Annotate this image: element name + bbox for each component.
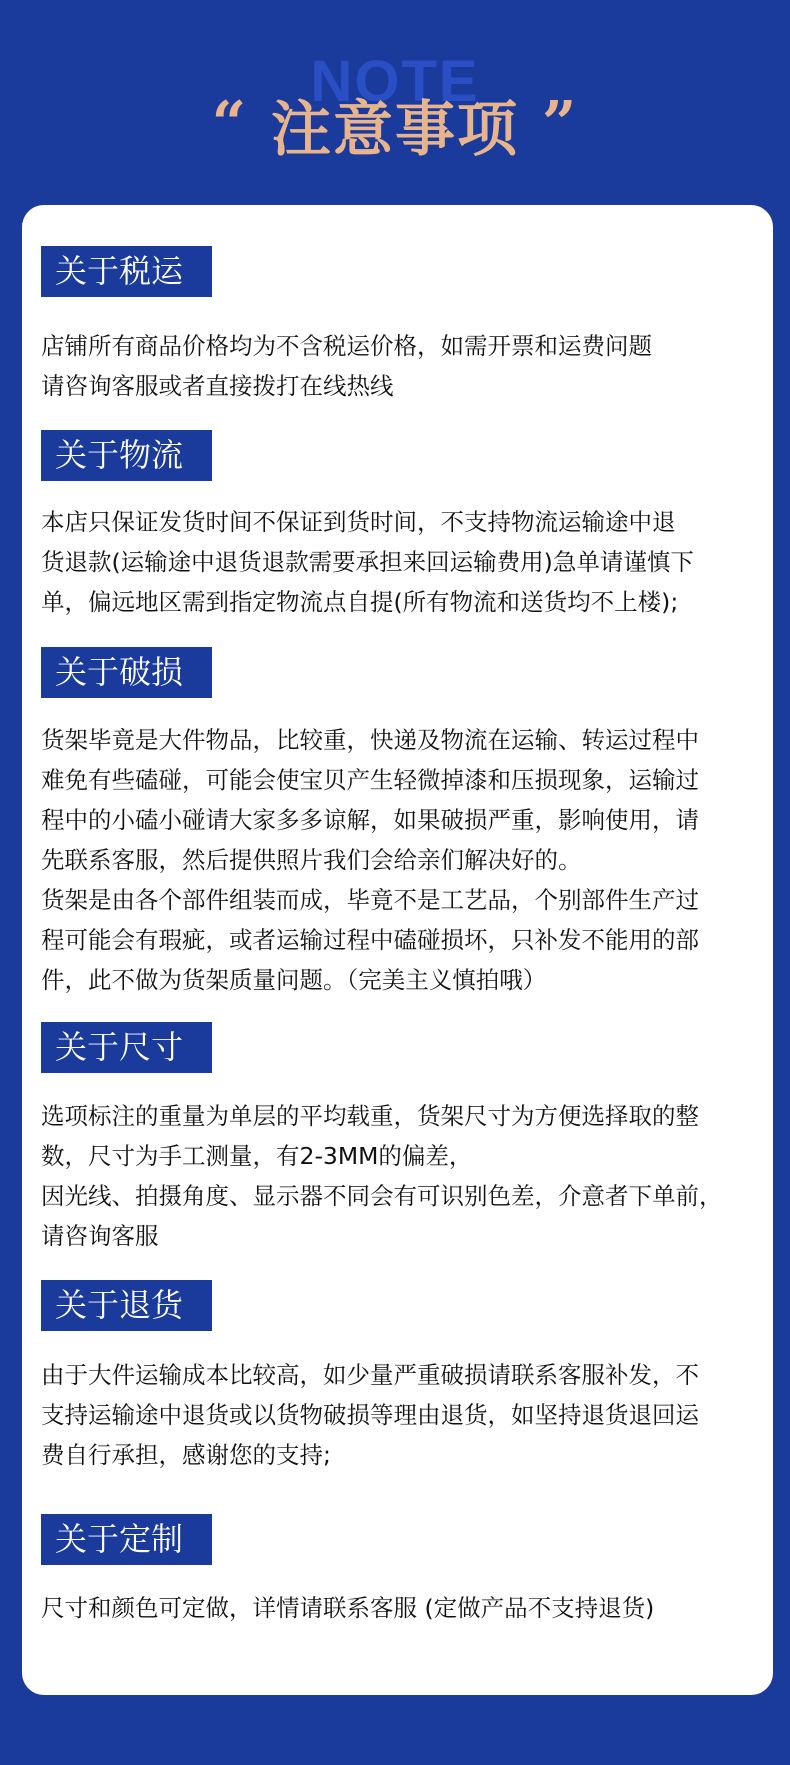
text-line: 先联系客服，然后提供照片我们会给亲们解决好的。 bbox=[41, 846, 582, 874]
text-line: 店铺所有商品价格均为不含税运价格，如需开票和运费问题 bbox=[41, 332, 652, 360]
text-line: 费自行承担，感谢您的支持; bbox=[41, 1441, 331, 1469]
section-body-size bbox=[41, 1096, 771, 1256]
open-quote: “ bbox=[211, 89, 249, 159]
note-watermark: NOTE bbox=[310, 49, 480, 114]
text-line: 货架毕竟是大件物品，比较重，快递及物流在运输、转运过程中 bbox=[41, 726, 699, 754]
text-line: 支持运输途中退货或以货物破损等理由退货，如坚持退货退回运 bbox=[41, 1401, 699, 1429]
notice-card bbox=[22, 205, 773, 1695]
section-title-logistics: 关于物流 bbox=[41, 430, 212, 481]
header bbox=[0, 0, 790, 205]
text-line: 由于大件运输成本比较高，如少量严重破损请联系客服补发，不 bbox=[41, 1361, 699, 1389]
text-line: 请咨询客服或者直接拨打在线热线 bbox=[41, 372, 394, 400]
text-line: 货架是由各个部件组装而成，毕竟不是工艺品，个别部件生产过 bbox=[41, 886, 699, 914]
text-line: 因光线、拍摄角度、显示器不同会有可识别色差，介意者下单前， bbox=[41, 1182, 723, 1210]
section-body-custom bbox=[41, 1588, 771, 1628]
text-line: 选项标注的重量为单层的平均载重，货架尺寸为方便选择取的整 bbox=[41, 1102, 699, 1130]
text-line: 货退款(运输途中退货退款需要承担来回运输费用)急单请谨慎下 bbox=[41, 548, 694, 576]
page-title bbox=[0, 89, 790, 168]
text-line: 请咨询客服 bbox=[41, 1222, 159, 1250]
text-line: 件，此不做为货架质量问题。（完美主义慎拍哦） bbox=[41, 966, 547, 994]
page-title-text: 注意事项 bbox=[271, 95, 519, 165]
section-title-size: 关于尺寸 bbox=[41, 1022, 212, 1073]
section-title-tax-shipping: 关于税运 bbox=[41, 246, 212, 297]
section-body-damage bbox=[41, 720, 771, 1000]
section-body-tax-shipping bbox=[41, 326, 771, 406]
section-body-logistics bbox=[41, 502, 771, 622]
text-line: 数，尺寸为手工测量，有2-3MM的偏差， bbox=[41, 1142, 473, 1170]
close-quote: ” bbox=[541, 89, 579, 159]
text-line: 本店只保证发货时间不保证到货时间，不支持物流运输途中退 bbox=[41, 508, 676, 536]
section-title-returns: 关于退货 bbox=[41, 1280, 212, 1331]
text-line: 单，偏远地区需到指定物流点自提(所有物流和送货均不上楼); bbox=[41, 588, 679, 616]
text-line: 程中的小磕小碰请大家多多谅解，如果破损严重，影响使用，请 bbox=[41, 806, 699, 834]
text-line: 程可能会有瑕疵，或者运输过程中磕碰损坏，只补发不能用的部 bbox=[41, 926, 699, 954]
section-title-custom: 关于定制 bbox=[41, 1514, 212, 1565]
section-body-returns bbox=[41, 1355, 771, 1475]
text-line: 难免有些磕碰，可能会使宝贝产生轻微掉漆和压损现象，运输过 bbox=[41, 766, 699, 794]
text-line: 尺寸和颜色可定做，详情请联系客服 (定做产品不支持退货) bbox=[41, 1594, 655, 1622]
section-title-damage: 关于破损 bbox=[41, 647, 212, 698]
